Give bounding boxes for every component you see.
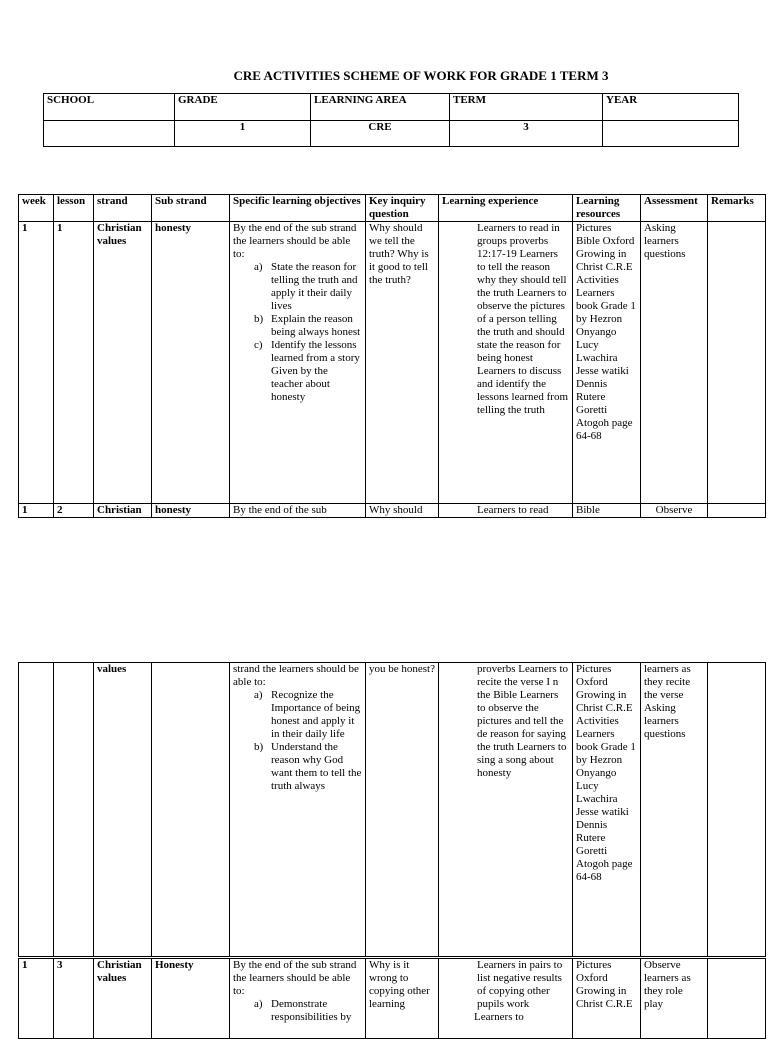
experience-item: Learners in pairs to list negative results of copying other pupils work	[477, 959, 563, 1010]
scheme-table-continued	[18, 662, 766, 957]
info-header-school: SCHOOL	[44, 94, 175, 121]
cell-strand: Christian values	[94, 959, 152, 1039]
cell-remarks	[708, 959, 766, 1039]
cell-sub-strand: honesty	[152, 222, 230, 504]
objective-item	[254, 261, 362, 313]
cell-resources: Bible	[573, 504, 641, 518]
objective-marker: c)	[254, 339, 263, 351]
cell-lesson: 3	[54, 959, 94, 1039]
cell-strand: Christian	[94, 504, 152, 518]
cell-assessment: learners as they recite the verse Asking learners questions	[641, 663, 708, 957]
table-row	[19, 504, 766, 518]
cell-question: Why should	[366, 504, 439, 518]
scheme-table	[18, 194, 766, 518]
cell-lesson	[54, 663, 94, 957]
cell-objectives	[230, 959, 366, 1039]
info-header-year: YEAR	[603, 94, 739, 121]
objectives-list	[233, 261, 362, 404]
cell-strand: Christian values	[94, 222, 152, 504]
cell-resources: Pictures Oxford Growing in Christ C.R.E Activities Learners book Grade 1 by Hezron Onyango Lucy Lwachira Jesse watiki Dennis Rutere Goretti Atogoh page 64-68	[573, 663, 641, 957]
cell-experience: Learners to read	[439, 504, 573, 518]
objective-item	[254, 313, 362, 339]
objectives-intro: strand the learners should be able to:	[233, 663, 359, 688]
school-info-table	[43, 93, 739, 147]
objective-item	[254, 741, 362, 793]
cell-question: Why should we tell the truth? Why is it good to tell the truth?	[366, 222, 439, 504]
cell-resources: Pictures Oxford Growing in Christ C.R.E	[573, 959, 641, 1039]
cell-assessment: Asking learners questions	[641, 222, 708, 504]
col-header-resources: Learning resources	[573, 195, 641, 222]
info-header-row	[44, 94, 739, 121]
objective-text: Understand the reason why God want them to tell the truth always	[271, 741, 362, 792]
col-header-sub-strand: Sub strand	[152, 195, 230, 222]
objective-text: State the reason for telling the truth and apply it their daily lives	[271, 261, 358, 312]
scheme-header-row	[19, 195, 766, 222]
cell-experience: Learners to read in groups proverbs 12:17-19 Learners to tell the reason why they should tell the truth Learners to observe the pictures of a person telling the truth and should state the reason for being honest Learners to discuss and identify the lessons learned from telling the truth	[439, 222, 573, 504]
info-header-learning-area: LEARNING AREA	[311, 94, 450, 121]
col-header-strand: strand	[94, 195, 152, 222]
info-header-term: TERM	[450, 94, 603, 121]
cell-experience: proverbs Learners to recite the verse I n the Bible Learners to observe the pictures and tell the de reason for saying the truth Learners to sing a song about honesty	[439, 663, 573, 957]
objectives-list	[233, 998, 362, 1024]
objective-marker: a)	[254, 998, 263, 1010]
col-header-week: week	[19, 195, 54, 222]
cell-week: 1	[19, 959, 54, 1039]
table-row	[19, 663, 766, 957]
objective-marker: a)	[254, 261, 263, 273]
cell-objectives	[230, 663, 366, 957]
col-header-remarks: Remarks	[708, 195, 766, 222]
objective-marker: a)	[254, 689, 263, 701]
cell-remarks	[708, 504, 766, 518]
objective-item	[254, 998, 362, 1024]
objective-text: Demonstrate responsibilities by	[271, 998, 352, 1023]
objectives-list	[233, 689, 362, 793]
cell-sub-strand	[152, 663, 230, 957]
col-header-objectives: Specific learning objectives	[230, 195, 366, 222]
info-value-learning-area: CRE	[311, 121, 450, 147]
experience-item: Learners to	[474, 1011, 524, 1023]
document-title: CRE ACTIVITIES SCHEME OF WORK FOR GRADE 1 TERM 3	[233, 68, 609, 83]
cell-remarks	[708, 663, 766, 957]
col-header-experience: Learning experience	[439, 195, 573, 222]
info-value-term: 3	[450, 121, 603, 147]
cell-lesson: 1	[54, 222, 94, 504]
cell-objectives: By the end of the sub	[230, 504, 366, 518]
cell-assessment: Observe learners as they role play	[641, 959, 708, 1039]
objective-marker: b)	[254, 741, 264, 753]
table-row	[19, 222, 766, 504]
cell-lesson: 2	[54, 504, 94, 518]
cell-experience	[439, 959, 573, 1039]
objective-item	[254, 689, 362, 741]
objectives-intro: By the end of the sub strand the learners should be able to:	[233, 222, 357, 260]
cell-strand: values	[94, 663, 152, 957]
objective-text: Explain the reason being always honest	[271, 313, 361, 338]
info-value-year	[603, 121, 739, 147]
info-value-row	[44, 121, 739, 147]
col-header-assessment: Assessment	[641, 195, 708, 222]
objective-text: Identify the lessons learned from a story Given by the teacher about honesty	[271, 339, 360, 403]
cell-assessment: Observe	[641, 504, 708, 518]
table-row	[19, 959, 766, 1039]
info-value-grade: 1	[175, 121, 311, 147]
objective-text: Recognize the Importance of being honest and apply it in their daily life	[271, 689, 361, 740]
cell-resources: Pictures Bible Oxford Growing in Christ C.R.E Activities Learners book Grade 1 by Hezron Onyango Lucy Lwachira Jesse watiki Dennis Rutere Goretti Atogoh page 64-68	[573, 222, 641, 504]
objective-item	[254, 339, 362, 404]
cell-week: 1	[19, 222, 54, 504]
info-header-grade: GRADE	[175, 94, 311, 121]
cell-sub-strand: Honesty	[152, 959, 230, 1039]
objective-marker: b)	[254, 313, 264, 325]
cell-question: Why is it wrong to copying other learning	[366, 959, 439, 1039]
col-header-lesson: lesson	[54, 195, 94, 222]
cell-week: 1	[19, 504, 54, 518]
cell-week	[19, 663, 54, 957]
info-value-school	[44, 121, 175, 147]
cell-question: you be honest?	[366, 663, 439, 957]
cell-remarks	[708, 222, 766, 504]
objectives-intro: By the end of the sub strand the learners should be able to:	[233, 959, 357, 997]
scheme-table-continued	[18, 958, 766, 1039]
cell-sub-strand: honesty	[152, 504, 230, 518]
cell-objectives	[230, 222, 366, 504]
col-header-question: Key inquiry question	[366, 195, 439, 222]
